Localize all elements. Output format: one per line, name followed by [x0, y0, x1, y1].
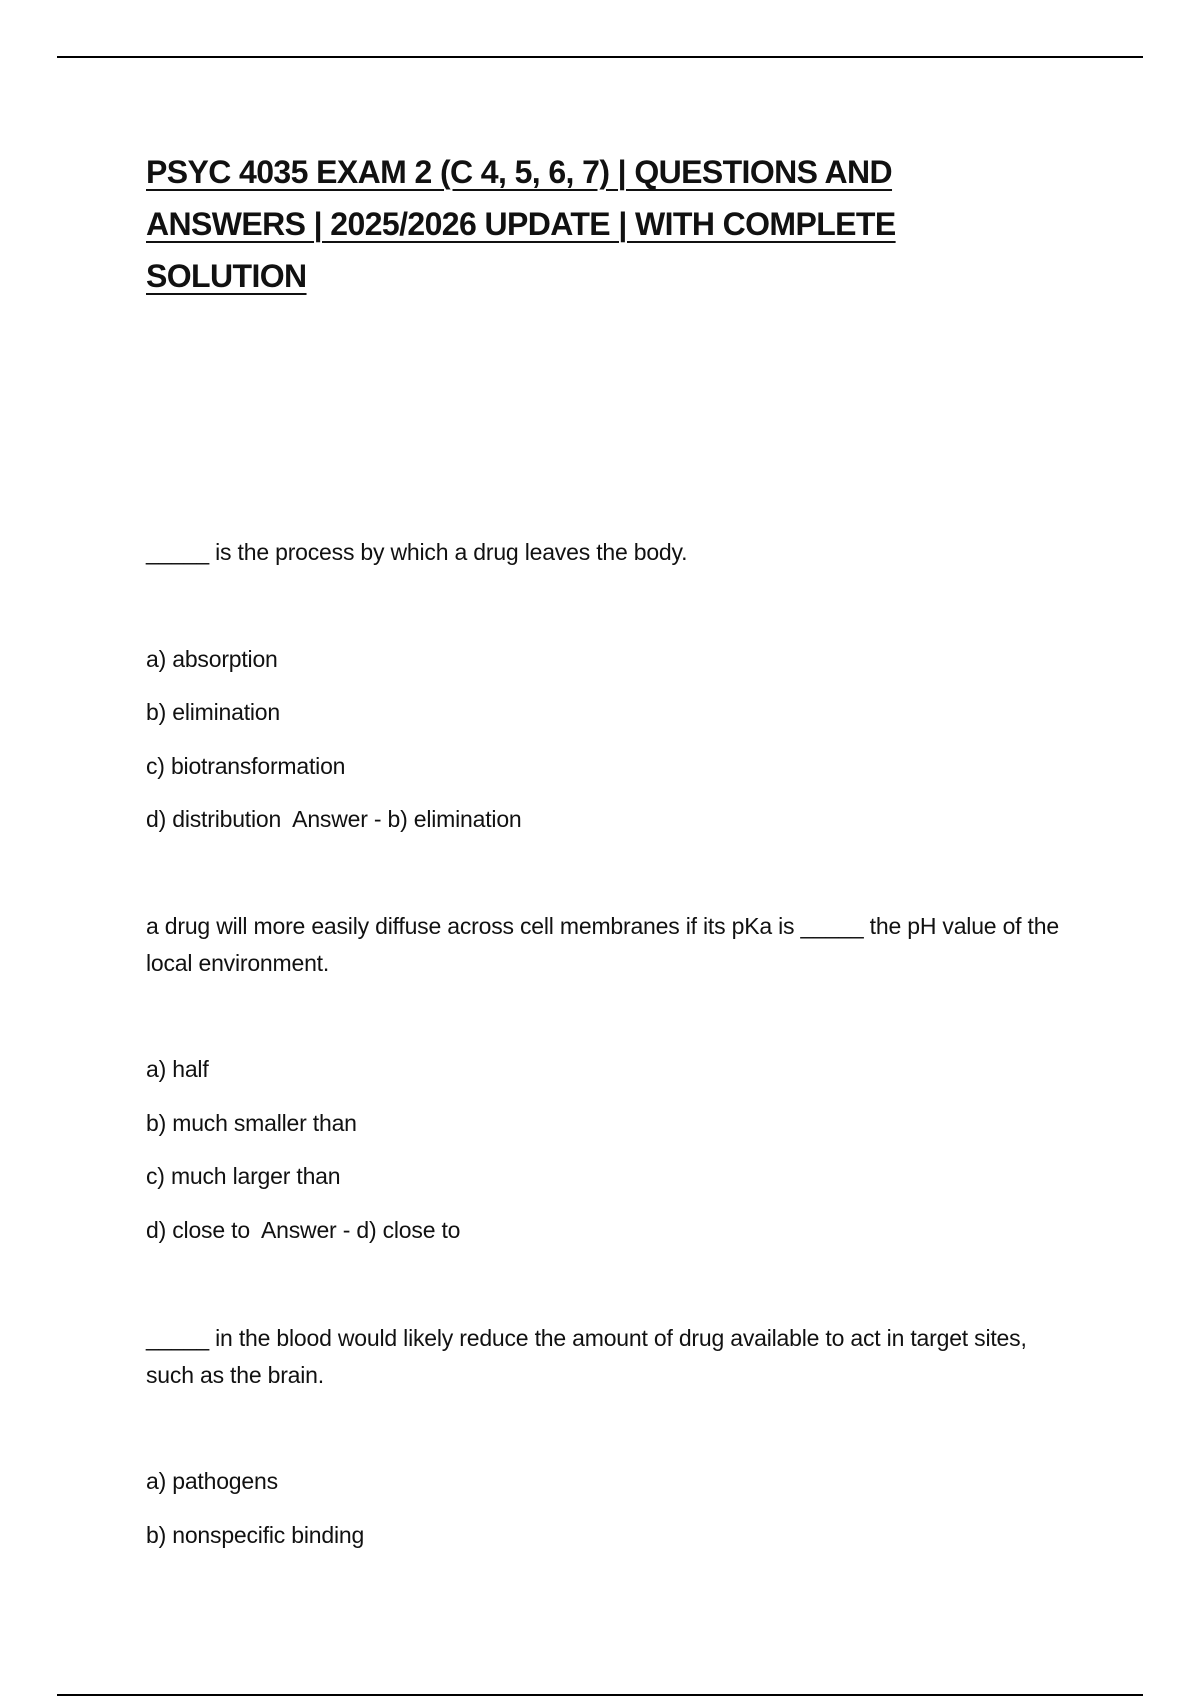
- document-title: [146, 146, 1046, 302]
- question-2-option-b: b) much smaller than: [146, 1110, 357, 1136]
- question-1-option-b: b) elimination: [146, 699, 280, 725]
- footer-rule: [57, 1694, 1143, 1696]
- question-2-stem: a drug will more easily diffuse across cell membranes if its pKa is _____ the pH value of the local environment.: [146, 913, 1059, 976]
- title-line-2: ANSWERS | 2025/2026 UPDATE | WITH COMPLETE: [146, 206, 896, 242]
- question-2-option-d-answer: d) close to Answer - d) close to: [146, 1217, 461, 1243]
- title-line-1: PSYC 4035 EXAM 2 (C 4, 5, 6, 7) | QUESTIONS AND: [146, 154, 893, 190]
- question-3-option-b: b) nonspecific binding: [146, 1522, 365, 1548]
- question-2-option-a: a) half: [146, 1056, 209, 1082]
- question-1-option-d-answer: d) distribution Answer - b) elimination: [146, 806, 522, 832]
- question-3-option-a: a) pathogens: [146, 1468, 278, 1494]
- header-rule: [57, 56, 1143, 58]
- question-1-option-c: c) biotransformation: [146, 753, 346, 779]
- question-1-option-a: a) absorption: [146, 646, 278, 672]
- question-3-stem: _____ in the blood would likely reduce the amount of drug available to act in target sites, such as the brain.: [146, 1325, 1027, 1388]
- title-line-3: SOLUTION: [146, 258, 307, 294]
- question-1-stem: _____ is the process by which a drug leaves the body.: [146, 539, 688, 565]
- question-2-option-c: c) much larger than: [146, 1163, 341, 1189]
